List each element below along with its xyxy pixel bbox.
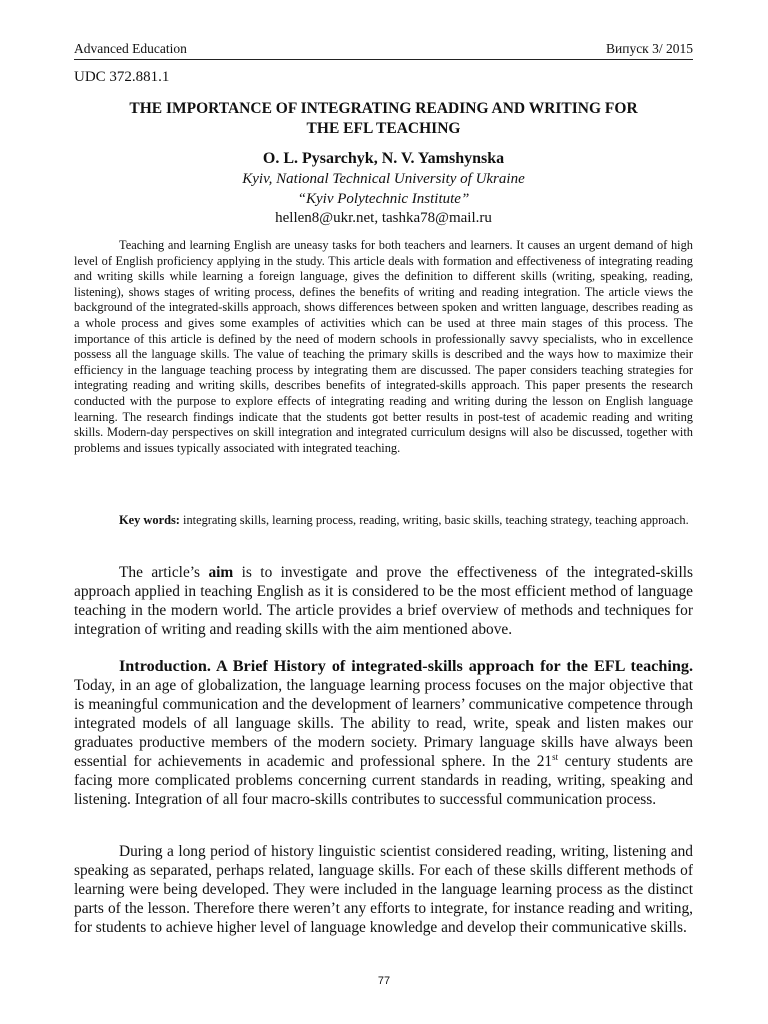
paper-title (74, 99, 693, 139)
title-line-2: THE EFL TEACHING (306, 120, 461, 137)
title-line-1: THE IMPORTANCE OF INTEGRATING READING AND WRITING FOR (129, 100, 638, 117)
introduction-text-1: Today, in an age of globalization, the language learning process focuses on the major objective that is meaningful communication and the development of learners’ communicative competence through integrated models of all language skills. The ability to read, write, speak and listen makes our graduates productive members of the modern society. Primary language skills have always been essential for achievements in academic and professional sphere. In the 21 (74, 677, 693, 770)
aim-text: is to investigate and prove the effectiveness of the integrated-skills approach applied in teaching English as it is considered to be the most efficient method of language teaching in the modern world. The article provides a brief overview of methods and techniques for integration of writing and reading skills with the aim mentioned above. (74, 564, 693, 638)
superscript-st: st (552, 751, 559, 762)
affiliation-line-2: “Kyiv Polytechnic Institute” (297, 191, 470, 207)
keywords (74, 512, 693, 528)
abstract: Teaching and learning English are uneasy tasks for both teachers and learners. It causes an urgent demand of high level of English proficiency applying in the study. This article deals with formation and effectiveness of integrating reading and writing skills while learning a foreign language, gives the definition to different skills (writing, speaking, reading, listening), shows stages of writing process, defines the benefits of writing and reading integration. The article views the background of the integrated-skills approach, shows differences between spoken and written language, describes reading as a whole process and gives some examples of activities which can be used at three main stages of this process. The importance of this article is defined by the need of modern schools in professionally savvy specialists, who in excellence possess all the language skills. The value of teaching the primary skills is described and the ways how to maximize their efficiency in the language teaching process by integrating them are discussed. The paper considers teaching strategies for integrating reading and writing skills, describes benefits of integrated-skills approach. This paper presents the research conducted with the purpose to explore effects of integrating reading and writing during the lesson on English language learning. The research findings indicate that the students got better results in post-test of academic reading and writing skills. Modern-day perspectives on skill integration and integrated curriculum designs will also be discussed, together with problems and issues typically associated with integrated teaching. (74, 238, 693, 455)
affiliation-line-1: Kyiv, National Technical University of Ukraine (242, 171, 525, 187)
introduction-text-2: century students are facing more complicated problems concerning current standards in reading, writing, speaking and listening. Integration of all four macro-skills contributes to successful communication process. (74, 753, 693, 808)
author-emails: hellen8@ukr.net, tashka78@mail.ru (275, 210, 492, 226)
keywords-label: Key words: (119, 513, 180, 527)
journal-name: Advanced Education (74, 41, 187, 56)
keywords-text: integrating skills, learning process, reading, writing, basic skills, teaching strategy, teaching approach. (179, 513, 689, 527)
issue-label: Випуск 3/ 2015 (605, 41, 693, 56)
aim-word: aim (208, 564, 234, 581)
aim-lead: The article’s (119, 564, 209, 581)
udc-code: UDC 372.881.1 (74, 69, 170, 85)
header-rule (74, 59, 693, 60)
aim-paragraph (74, 563, 693, 639)
introduction-paragraph (74, 657, 693, 809)
history-paragraph: During a long period of history linguistic scientist considered reading, writing, listening and speaking as separated, perhaps related, language skills. For each of these skills different methods of learning were being developed. They were included in the language learning process as the distinct parts of the lesson. Therefore there weren’t any efforts to integrate, for instance reading and writing, for students to achieve higher level of language knowledge and develop their communicative skills. (74, 843, 693, 936)
authors: O. L. Pysarchyk, N. V. Yamshynska (262, 150, 505, 167)
running-header (74, 41, 693, 59)
page-number: 77 (377, 975, 391, 987)
introduction-heading: Introduction. A Brief History of integrated-skills approach for the EFL teaching. (119, 657, 693, 675)
